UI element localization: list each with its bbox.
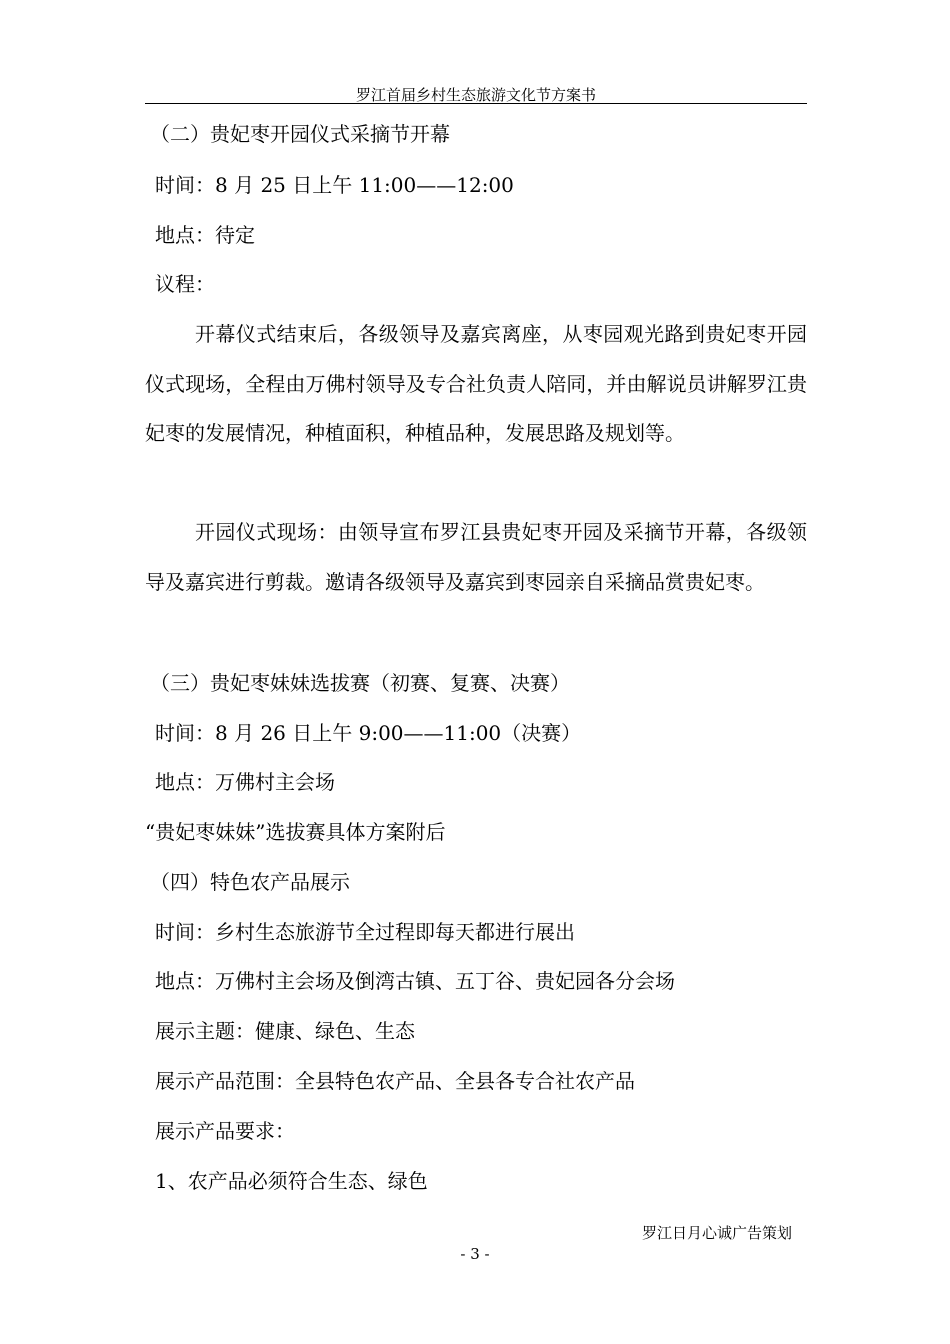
- section-4-place: 地点：万佛村主会场及倒湾古镇、五丁谷、贵妃园各分会场: [155, 969, 675, 993]
- section-3-place: 地点：万佛村主会场: [155, 770, 335, 794]
- section-2-place: 地点：待定: [155, 223, 255, 247]
- section-4-requirement-1: 1、农产品必须符合生态、绿色: [155, 1169, 428, 1193]
- section-2-paragraph-2: 开园仪式现场：由领导宣布罗江县贵妃枣开园及采摘节开幕，各级领导及嘉宾进行剪裁。邀请各级领导及嘉宾到枣园亲自采摘品赏贵妃枣。: [145, 520, 807, 594]
- section-2-agenda-label: 议程：: [155, 272, 215, 296]
- section-2-heading: （二）贵妃枣开园仪式采摘节开幕: [150, 122, 450, 146]
- header-divider: [145, 103, 807, 104]
- section-4-theme: 展示主题：健康、绿色、生态: [155, 1019, 415, 1043]
- page-number: - 3 -: [460, 1245, 490, 1263]
- section-3-heading: （三）贵妃枣妹妹选拔赛（初赛、复赛、决赛）: [150, 671, 570, 695]
- section-2-paragraph-1: 开幕仪式结束后，各级领导及嘉宾离座，从枣园观光路到贵妃枣开园仪式现场，全程由万佛村领导及专合社负责人陪同，并由解说员讲解罗江贵妃枣的发展情况，种植面积，种植品种，发展思路及规划等。: [145, 322, 807, 445]
- page-header-title: 罗江首届乡村生态旅游文化节方案书: [355, 86, 596, 104]
- section-3-note: “贵妃枣妹妹”选拔赛具体方案附后: [145, 820, 446, 844]
- section-4-heading: （四）特色农产品展示: [150, 870, 350, 894]
- section-4-time: 时间：乡村生态旅游节全过程即每天都进行展出: [155, 920, 575, 944]
- footer-company: 罗江日月心诚广告策划: [641, 1224, 792, 1242]
- section-3-time: 时间：8 月 26 日上午 9:00——11:00（决赛）: [155, 721, 582, 745]
- section-4-scope: 展示产品范围：全县特色农产品、全县各专合社农产品: [155, 1069, 635, 1093]
- section-4-requirements-label: 展示产品要求：: [155, 1119, 295, 1143]
- section-2-time: 时间：8 月 25 日上午 11:00——12:00: [155, 173, 514, 197]
